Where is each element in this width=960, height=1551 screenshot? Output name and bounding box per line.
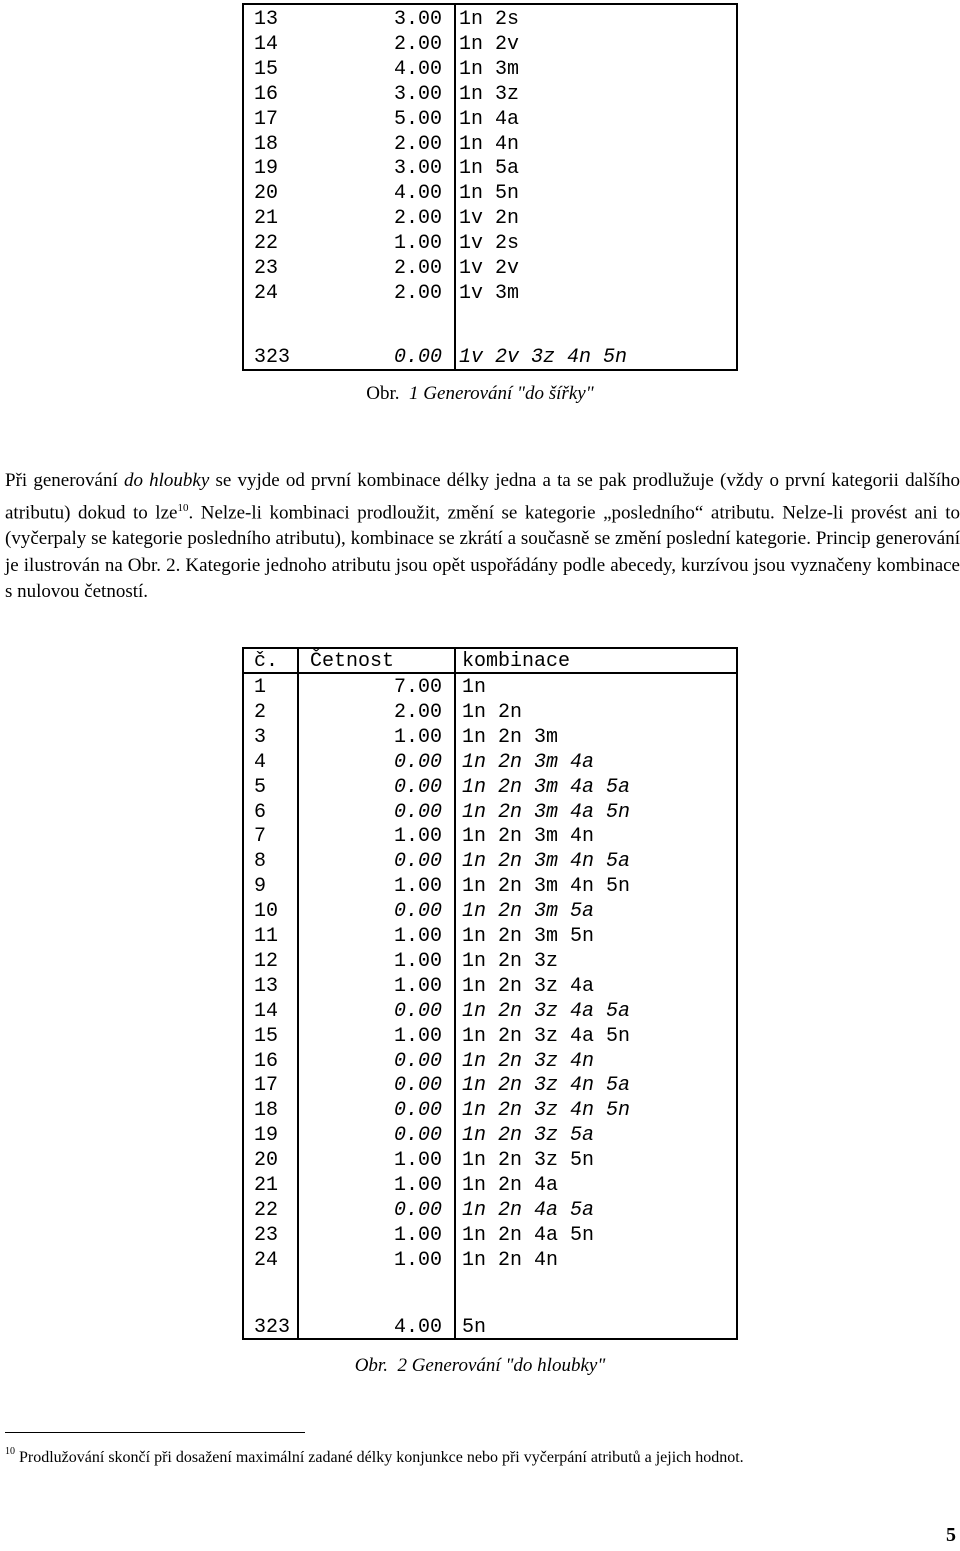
- header-num: č.: [254, 650, 279, 673]
- table-row: [244, 107, 736, 132]
- row-frequency: 0.00: [393, 346, 442, 369]
- row-frequency: 7.00: [393, 676, 442, 699]
- row-combination: 1n 2n 3m 4n: [462, 825, 595, 849]
- table-row: [244, 57, 736, 82]
- paragraph-text: se vyjde od první kombinace délky jedna a ta se pak prodlužuje (vždy o první kategorii dalšího atributu) dokud to lze: [5, 470, 960, 523]
- table-row: [244, 1248, 736, 1273]
- row-frequency: 4.00: [393, 182, 442, 206]
- table-row: [244, 156, 736, 181]
- row-number: 7: [254, 825, 267, 849]
- row-frequency: 1.00: [393, 1223, 442, 1247]
- row-frequency: 2.00: [393, 207, 442, 231]
- table-row: [244, 1123, 736, 1148]
- figure-caption-1: [0, 383, 960, 405]
- row-frequency: 0.00: [393, 999, 442, 1023]
- row-number: 24: [254, 1248, 279, 1272]
- table-row: [244, 750, 736, 775]
- row-number: 3: [254, 725, 267, 749]
- row-combination: 1v 2s: [459, 232, 520, 256]
- table-row: [244, 974, 736, 999]
- row-combination: 1n 2n 3m 4a 5a: [462, 775, 631, 799]
- row-frequency: 1.00: [393, 725, 442, 749]
- page-number: 5: [946, 1524, 956, 1546]
- caption-text: 1 Generování "do šířky": [409, 383, 594, 404]
- row-combination: 1n 2v: [459, 32, 520, 56]
- table-row: [244, 949, 736, 974]
- row-combination: 1n 5n: [459, 182, 520, 206]
- row-frequency: 1.00: [393, 825, 442, 849]
- row-number: 16: [254, 82, 279, 106]
- table-row: [244, 1098, 736, 1123]
- table-header: [244, 649, 736, 674]
- table-row: [244, 32, 736, 57]
- caption-label: Obr.: [354, 1355, 388, 1376]
- table-row: [244, 800, 736, 825]
- row-frequency: 0.00: [393, 1198, 442, 1222]
- row-combination: 1n 2n 3z: [462, 949, 559, 973]
- row-number: 19: [254, 157, 279, 181]
- row-frequency: 1.00: [393, 974, 442, 998]
- row-combination: 1n 2n 4a 5a: [462, 1198, 595, 1222]
- row-combination: 1n 2n 3z 4n 5a: [462, 1074, 631, 1098]
- row-number: 323: [254, 1316, 291, 1339]
- row-number: 4: [254, 750, 267, 774]
- row-number: 16: [254, 1049, 279, 1073]
- table-sirky: [242, 3, 738, 371]
- row-frequency: 3.00: [393, 82, 442, 106]
- row-number: 23: [254, 257, 279, 280]
- row-number: 24: [254, 281, 279, 305]
- row-combination: 1n 2n 3m 5n: [462, 925, 595, 948]
- row-combination: 1n 2n 3z 4a 5a: [462, 999, 631, 1023]
- row-frequency: 1.00: [393, 1174, 442, 1197]
- row-combination: 1n 3m: [459, 57, 520, 81]
- table-row: [244, 824, 736, 849]
- row-combination: 1n 2n: [462, 700, 523, 724]
- row-combination: 1n 2n 3z 4n: [462, 1049, 595, 1073]
- row-combination: 1n 2n 4a 5n: [462, 1223, 595, 1247]
- row-number: 15: [254, 1024, 279, 1048]
- table-row: [244, 1198, 736, 1223]
- row-combination: 1v 2v: [459, 257, 520, 280]
- row-number: 20: [254, 1149, 279, 1173]
- header-freq: Četnost: [310, 650, 395, 673]
- body-paragraph: [5, 468, 960, 606]
- row-combination: 1v 3m: [459, 281, 520, 305]
- table-row: [244, 82, 736, 107]
- row-combination: 1n 2n 3z 5a: [462, 1124, 595, 1148]
- caption-text: 2 Generování "do hloubky": [397, 1355, 606, 1376]
- table-row: [244, 1049, 736, 1074]
- row-frequency: 0.00: [393, 850, 442, 874]
- row-number: 22: [254, 1198, 279, 1222]
- row-frequency: 1.00: [393, 1024, 442, 1048]
- footnote-separator: [5, 1432, 305, 1433]
- row-frequency: 1.00: [393, 232, 442, 256]
- row-number: 20: [254, 182, 279, 206]
- row-frequency: 2.00: [393, 257, 442, 280]
- row-frequency: 0.00: [393, 1099, 442, 1123]
- row-combination: 1v 2v 3z 4n 5n: [459, 346, 628, 369]
- row-frequency: 2.00: [393, 32, 442, 56]
- caption-label: Obr.: [366, 383, 400, 404]
- row-number: 15: [254, 57, 279, 81]
- row-frequency: 0.00: [393, 800, 442, 824]
- table-row: [244, 7, 736, 32]
- row-number: 21: [254, 207, 279, 231]
- row-frequency: 1.00: [393, 1248, 442, 1272]
- table-row: [244, 206, 736, 231]
- row-number: 12: [254, 949, 279, 973]
- row-number: 11: [254, 925, 279, 948]
- paragraph-italic: do hloubky: [123, 470, 210, 491]
- row-combination: 1n 4n: [459, 132, 520, 156]
- row-frequency: 1.00: [393, 875, 442, 899]
- row-number: 19: [254, 1124, 279, 1148]
- row-combination: 1n 2s: [459, 8, 520, 31]
- row-combination: 1n 2n 3m: [462, 725, 559, 749]
- row-frequency: 5.00: [393, 107, 442, 131]
- row-number: 5: [254, 775, 267, 799]
- row-combination: 5n: [462, 1316, 487, 1339]
- row-frequency: 2.00: [393, 700, 442, 724]
- row-number: 13: [254, 974, 279, 998]
- table-row: [244, 1223, 736, 1248]
- row-frequency: 0.00: [393, 1074, 442, 1098]
- table-row: [244, 924, 736, 949]
- row-number: 21: [254, 1174, 279, 1197]
- row-frequency: 2.00: [393, 281, 442, 305]
- table-row: [244, 725, 736, 750]
- row-number: 17: [254, 1074, 279, 1098]
- row-number: 323: [254, 346, 291, 369]
- footnote-number: 10: [5, 1446, 15, 1457]
- row-number: 10: [254, 900, 279, 924]
- row-number: 2: [254, 700, 267, 724]
- row-number: 18: [254, 132, 279, 156]
- row-combination: 1n 2n 3z 4n 5n: [462, 1099, 631, 1123]
- table-row: [244, 1073, 736, 1098]
- row-frequency: 4.00: [393, 57, 442, 81]
- figure-caption-2: [0, 1355, 960, 1377]
- row-number: 13: [254, 8, 279, 31]
- row-frequency: 1.00: [393, 1149, 442, 1173]
- row-combination: 1n 4a: [459, 107, 520, 131]
- row-frequency: 0.00: [393, 900, 442, 924]
- row-number: 6: [254, 800, 267, 824]
- row-combination: 1n: [462, 676, 487, 699]
- row-combination: 1n 2n 3z 4a: [462, 974, 595, 998]
- row-combination: 1n 5a: [459, 157, 520, 181]
- table-row-last: [244, 345, 736, 370]
- table-row: [244, 256, 736, 281]
- table-row-last: [244, 1315, 736, 1340]
- table-row: [244, 281, 736, 306]
- row-combination: 1n 2n 3z 5n: [462, 1149, 595, 1173]
- table-hloubky: [242, 647, 738, 1340]
- table-row: [244, 231, 736, 256]
- row-combination: 1n 2n 4n: [462, 1248, 559, 1272]
- row-number: 23: [254, 1223, 279, 1247]
- row-number: 9: [254, 875, 267, 899]
- header-combo: kombinace: [462, 650, 571, 673]
- table-row: [244, 874, 736, 899]
- row-frequency: 0.00: [393, 1124, 442, 1148]
- row-number: 18: [254, 1099, 279, 1123]
- row-combination: 1n 2n 4a: [462, 1174, 559, 1197]
- row-combination: 1n 2n 3m 4a: [462, 750, 595, 774]
- row-combination: 1n 2n 3z 4a 5n: [462, 1024, 631, 1048]
- table-row: [244, 132, 736, 157]
- table-row: [244, 1024, 736, 1049]
- row-number: 1: [254, 676, 267, 699]
- row-combination: 1n 2n 3m 5a: [462, 900, 595, 924]
- row-frequency: 0.00: [393, 1049, 442, 1073]
- table-row: [244, 700, 736, 725]
- table-row: [244, 899, 736, 924]
- row-number: 17: [254, 107, 279, 131]
- paragraph-text: Při generování: [5, 470, 124, 491]
- row-frequency: 1.00: [393, 925, 442, 948]
- row-combination: 1n 2n 3m 4n 5n: [462, 875, 631, 899]
- row-frequency: 0.00: [393, 775, 442, 799]
- row-frequency: 0.00: [393, 750, 442, 774]
- table-row: [244, 1148, 736, 1173]
- row-number: 8: [254, 850, 267, 874]
- footnote: [5, 1446, 744, 1467]
- table-row: [244, 181, 736, 206]
- footnote-text: Prodlužování skončí při dosažení maximální zadané délky konjunkce nebo při vyčerpání atributů a jejich hodnot.: [19, 1449, 744, 1466]
- table-row: [244, 999, 736, 1024]
- row-combination: 1n 2n 3m 4a 5n: [462, 800, 631, 824]
- table-row: [244, 849, 736, 874]
- row-frequency: 4.00: [393, 1316, 442, 1339]
- row-frequency: 3.00: [393, 8, 442, 31]
- row-number: 14: [254, 32, 279, 56]
- table-row: [244, 675, 736, 700]
- row-frequency: 3.00: [393, 157, 442, 181]
- paragraph-text: . Nelze-li kombinaci prodloužit, změní se kategorie „posledního“ atributu. Nelze-li provést ani to (vyčerpaly se kategorie posledního atributu), kombinace se zkrátí a současně se změní poslední kategorie. Princip generování je ilustrován na Obr. 2. Kategorie jednoho atributu jsou opět uspořádány podle abecedy, kurzívou jsou vyznačeny kombinace s nulovou četností.: [5, 501, 960, 603]
- row-frequency: 1.00: [393, 949, 442, 973]
- table-row: [244, 1173, 736, 1198]
- row-combination: 1v 2n: [459, 207, 520, 231]
- row-number: 22: [254, 232, 279, 256]
- footnote-ref[interactable]: 10: [177, 501, 189, 514]
- row-combination: 1n 3z: [459, 82, 520, 106]
- row-combination: 1n 2n 3m 4n 5a: [462, 850, 631, 874]
- row-number: 14: [254, 999, 279, 1023]
- row-frequency: 2.00: [393, 132, 442, 156]
- table-row: [244, 775, 736, 800]
